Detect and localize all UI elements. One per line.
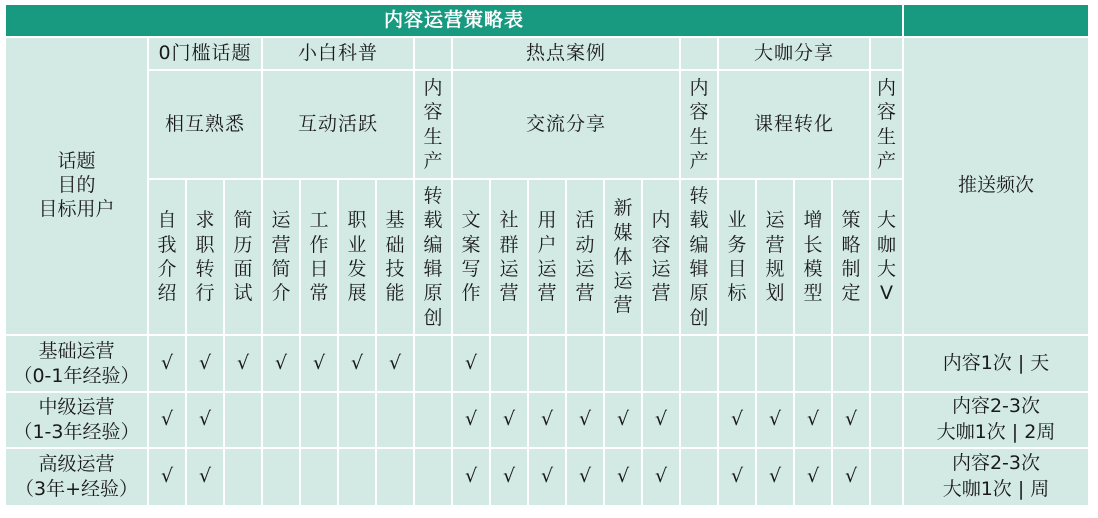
target-user-cell xyxy=(5,392,148,448)
empty-cell xyxy=(414,392,452,448)
table-row xyxy=(5,448,1089,506)
check-mark-cell: √ xyxy=(300,335,338,392)
purpose-content-production-1 xyxy=(414,70,452,179)
topic-header-text: 策略制定 xyxy=(841,209,861,305)
check-mark-cell: √ xyxy=(452,448,490,506)
empty-cell xyxy=(680,335,718,392)
check-mark-cell: √ xyxy=(794,392,832,448)
group-header-basics: 小白科普 xyxy=(262,37,414,70)
empty-cell xyxy=(300,392,338,448)
check-mark-cell: √ xyxy=(148,448,186,506)
topic-header-text: 自我介绍 xyxy=(157,209,177,305)
empty-cell xyxy=(262,392,300,448)
purpose-familiarize: 相互熟悉 xyxy=(148,70,262,179)
topic-header xyxy=(718,179,756,335)
empty-cell xyxy=(756,335,794,392)
title-side-cell xyxy=(903,4,1089,37)
topic-header xyxy=(642,179,680,335)
check-mark-cell: √ xyxy=(832,392,870,448)
topic-header-text: 职业发展 xyxy=(347,209,367,305)
purpose-exchange: 交流分享 xyxy=(452,70,680,179)
topic-header-text: 增长模型 xyxy=(803,209,823,305)
empty-cell xyxy=(262,448,300,506)
check-mark-cell: √ xyxy=(604,392,642,448)
check-mark-cell: √ xyxy=(186,392,224,448)
topic-header xyxy=(338,179,376,335)
check-mark-cell: √ xyxy=(642,392,680,448)
frequency-header xyxy=(903,37,1089,335)
check-mark-cell: √ xyxy=(490,448,528,506)
table-title: 内容运营策略表 xyxy=(5,4,903,37)
topic-header xyxy=(680,179,718,335)
push-frequency-cell xyxy=(903,448,1089,506)
topic-header xyxy=(870,179,903,335)
empty-cell xyxy=(338,448,376,506)
topic-header xyxy=(376,179,414,335)
purpose-content-production-2-text: 内容生产 xyxy=(689,76,709,172)
topic-header xyxy=(452,179,490,335)
topic-header xyxy=(794,179,832,335)
topic-header-text: 新媒体运营 xyxy=(613,197,633,317)
check-mark-cell: √ xyxy=(718,392,756,448)
empty-cell xyxy=(376,448,414,506)
topic-header-text: 简历面试 xyxy=(233,209,253,305)
topic-header xyxy=(490,179,528,335)
topic-header-text: 运营规划 xyxy=(765,209,785,305)
empty-cell xyxy=(528,335,566,392)
topic-header-text: 社群运营 xyxy=(499,209,519,305)
empty-cell xyxy=(794,335,832,392)
check-mark-cell: √ xyxy=(452,392,490,448)
group-header-hot-cases: 热点案例 xyxy=(452,37,680,70)
row-header-text: 话题 目的 目标用户 xyxy=(38,150,115,220)
empty-cell xyxy=(414,448,452,506)
topic-header-text: 转载编辑原创 xyxy=(423,185,443,329)
topic-header-text: 基础技能 xyxy=(385,209,405,305)
topic-header-text: 运营简介 xyxy=(271,209,291,305)
purpose-content-production-1-text: 内容生产 xyxy=(423,76,443,172)
topic-header-text: 活动运营 xyxy=(575,209,595,305)
check-mark-cell: √ xyxy=(186,335,224,392)
topic-header xyxy=(148,179,186,335)
empty-cell xyxy=(224,392,262,448)
push-frequency-text: 内容2-3次 大咖1次 | 周 xyxy=(942,452,1050,500)
topic-header xyxy=(186,179,224,335)
topic-header xyxy=(528,179,566,335)
topic-header-text: 内容运营 xyxy=(651,209,671,305)
purpose-content-production-2 xyxy=(680,70,718,179)
group-header-empty-1 xyxy=(414,37,452,70)
empty-cell xyxy=(870,448,903,506)
target-user-text: 高级运营 （3年+经验） xyxy=(14,453,138,500)
topic-header xyxy=(604,179,642,335)
push-frequency-cell xyxy=(903,335,1089,392)
check-mark-cell: √ xyxy=(756,392,794,448)
check-mark-cell: √ xyxy=(832,448,870,506)
topic-header xyxy=(262,179,300,335)
topic-header-text: 文案写作 xyxy=(461,209,481,305)
check-mark-cell: √ xyxy=(604,448,642,506)
topic-header xyxy=(224,179,262,335)
check-mark-cell: √ xyxy=(186,448,224,506)
strategy-table-wrapper xyxy=(4,3,1090,507)
check-mark-cell: √ xyxy=(528,392,566,448)
empty-cell xyxy=(870,335,903,392)
topic-header xyxy=(414,179,452,335)
group-header-zero-threshold: 0门槛话题 xyxy=(148,37,262,70)
topic-header-text: 用户运营 xyxy=(537,209,557,305)
empty-cell xyxy=(680,448,718,506)
empty-cell xyxy=(680,392,718,448)
empty-cell xyxy=(376,392,414,448)
check-mark-cell: √ xyxy=(224,335,262,392)
target-user-cell xyxy=(5,448,148,506)
check-mark-cell: √ xyxy=(566,392,604,448)
empty-cell xyxy=(832,335,870,392)
empty-cell xyxy=(490,335,528,392)
topic-header-text: 大咖大V xyxy=(876,209,896,305)
group-header-expert-sharing: 大咖分享 xyxy=(718,37,870,70)
check-mark-cell: √ xyxy=(148,335,186,392)
table-row xyxy=(5,335,1089,392)
empty-cell xyxy=(414,335,452,392)
group-header-empty-2 xyxy=(680,37,718,70)
empty-cell xyxy=(566,335,604,392)
empty-cell xyxy=(870,392,903,448)
check-mark-cell: √ xyxy=(148,392,186,448)
check-mark-cell: √ xyxy=(338,335,376,392)
purpose-interaction: 互动活跃 xyxy=(262,70,414,179)
check-mark-cell: √ xyxy=(642,448,680,506)
topic-header xyxy=(566,179,604,335)
topic-header xyxy=(300,179,338,335)
check-mark-cell: √ xyxy=(566,448,604,506)
check-mark-cell: √ xyxy=(794,448,832,506)
topic-header-text: 求职转行 xyxy=(195,209,215,305)
topic-header xyxy=(756,179,794,335)
push-frequency-cell xyxy=(903,392,1089,448)
check-mark-cell: √ xyxy=(490,392,528,448)
group-header-empty-3 xyxy=(870,37,903,70)
content-strategy-table xyxy=(4,3,1090,507)
check-mark-cell: √ xyxy=(376,335,414,392)
topic-header-text: 工作日常 xyxy=(309,209,329,305)
check-mark-cell: √ xyxy=(718,448,756,506)
purpose-content-production-3 xyxy=(870,70,903,179)
purpose-content-production-3-text: 内容生产 xyxy=(876,76,896,172)
empty-cell xyxy=(604,335,642,392)
empty-cell xyxy=(718,335,756,392)
row-header-label xyxy=(5,37,148,335)
frequency-header-text: 推送频次 xyxy=(957,174,1034,197)
check-mark-cell: √ xyxy=(756,448,794,506)
check-mark-cell: √ xyxy=(262,335,300,392)
topic-header-text: 业务目标 xyxy=(727,209,747,305)
empty-cell xyxy=(224,448,262,506)
target-user-cell xyxy=(5,335,148,392)
push-frequency-text: 内容2-3次 大咖1次 | 2周 xyxy=(936,395,1056,443)
target-user-text: 中级运营 （1-3年经验） xyxy=(13,396,140,443)
topic-header-text: 转载编辑原创 xyxy=(689,185,709,329)
empty-cell xyxy=(338,392,376,448)
empty-cell xyxy=(642,335,680,392)
push-frequency-text: 内容1次 | 天 xyxy=(942,351,1050,374)
check-mark-cell: √ xyxy=(528,448,566,506)
purpose-course-conversion: 课程转化 xyxy=(718,70,870,179)
empty-cell xyxy=(300,448,338,506)
table-row xyxy=(5,392,1089,448)
check-mark-cell: √ xyxy=(452,335,490,392)
topic-header xyxy=(832,179,870,335)
target-user-text: 基础运营 （0-1年经验） xyxy=(13,339,140,387)
